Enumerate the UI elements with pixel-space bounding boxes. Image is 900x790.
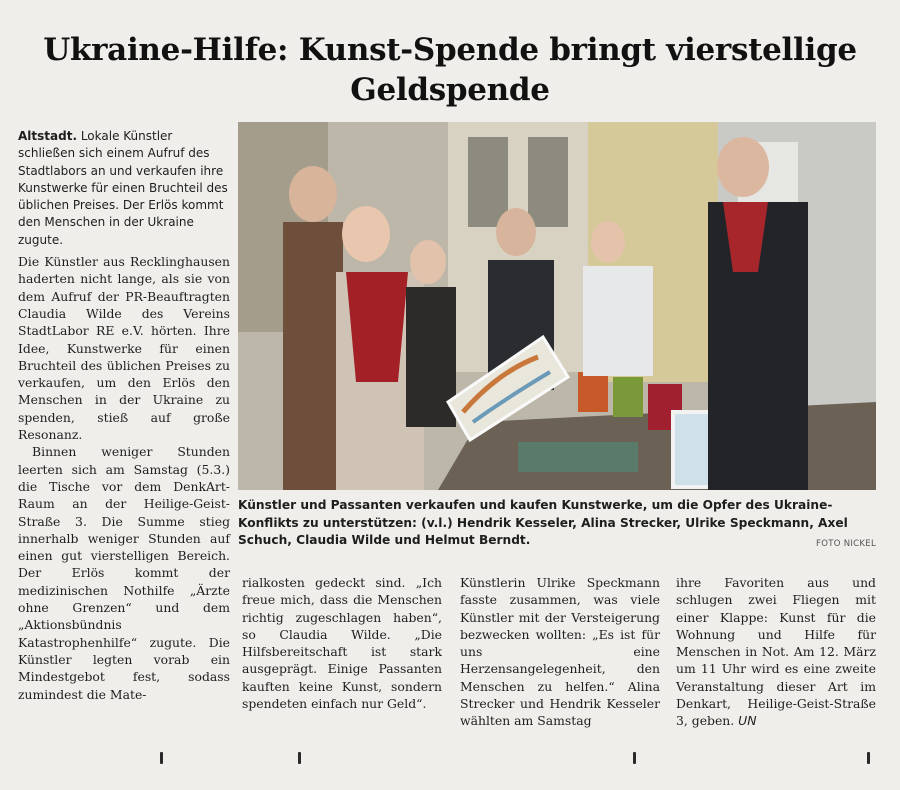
article-photo <box>238 122 876 490</box>
article-column-3: Künstlerin Ulrike Speckmann fasste zusammen, was viele Künstler mit der Versteigerung bezwecken wollten: „Es ist für uns eine Herzensangelegenheit, den Menschen zu helfen.“ Alina Strecker und Hendrik Kesseler wählten am Samstag <box>460 575 660 729</box>
article-paragraph-1: Die Künstler aus Recklinghausen haderten nicht lange, als sie von dem Aufruf der PR-Beauftragten Claudia Wilde des Vereins StadtLabor RE e.V. hörten. Ihre Idee, Kunstwerke für einen Bruchteil des üblichen Preises zu verkaufen, um den Erlös den Menschen in der Ukraine zu spenden, stieß auf große Resonanz. <box>18 254 230 443</box>
author-signature: UN <box>738 713 757 729</box>
article-lead <box>18 128 230 249</box>
article-column-2: rialkosten gedeckt sind. „Ich freue mich, dass die Menschen richtig zugeschlagen haben“, so Claudia Wilde. „Die Hilfsbereitschaft ist stark ausgeprägt. Einige Passanten kauften keine Kunst, sondern spendeten einfach nur Geld“. <box>242 575 442 712</box>
article-paragraph-2: Binnen weniger Stunden leerten sich am Samstag (5.3.) die Tische vor dem DenkArt-Raum an der Heilige-Geist-Straße 3. Die Summe stieg innerhalb weniger Stunden auf einen gut vierstelligen Bereich. Der Erlös kommt der medizinischen Nothilfe „Ärzte ohne Grenzen“ und dem „Aktionsbündnis Katastrophenhilfe“ zugute. Die Künstler legten vorab ein Mindestgebot fest, sodass zumindest die Mate- <box>18 444 230 702</box>
photo-credit: FOTO NICKEL <box>816 539 876 549</box>
photo-caption: Künstler und Passanten verkaufen und kaufen Kunstwerke, um die Opfer des Ukraine-Konflikts zu unterstützen: (v.l.) Hendrik Kesseler, Alina Strecker, Ulrike Speckmann, Axel Schuch, Claudia Wilde und Helmut Berndt. <box>238 498 848 547</box>
ink-mark <box>160 752 163 764</box>
column-4-text: ihre Favoriten aus und schlugen zwei Fliegen mit einer Klappe: Kunst für die Wohnung und Hilfe für Menschen in Not. Am 12. März um 11 Uhr wird es eine zweite Veranstaltung dieser Art im Denkart, Heilige-Geist-Straße 3, geben. <box>676 575 876 729</box>
ink-mark <box>298 752 301 764</box>
article-column-4 <box>676 574 876 730</box>
photo-illustration <box>238 122 876 490</box>
lead-text: Lokale Künstler schließen sich einem Aufruf des Stadtlabors an und verkaufen ihre Kunstwerke für einen Bruchteil des üblichen Preises. Der Erlös kommt den Menschen in der Ukraine zugute. <box>18 129 228 247</box>
lead-place: Altstadt. <box>18 129 77 143</box>
article-headline: Ukraine-Hilfe: Kunst-Spende bringt vierstellige Geldspende <box>43 32 857 108</box>
article-column-1 <box>18 128 230 703</box>
ink-mark <box>633 752 636 764</box>
ink-mark <box>867 752 870 764</box>
